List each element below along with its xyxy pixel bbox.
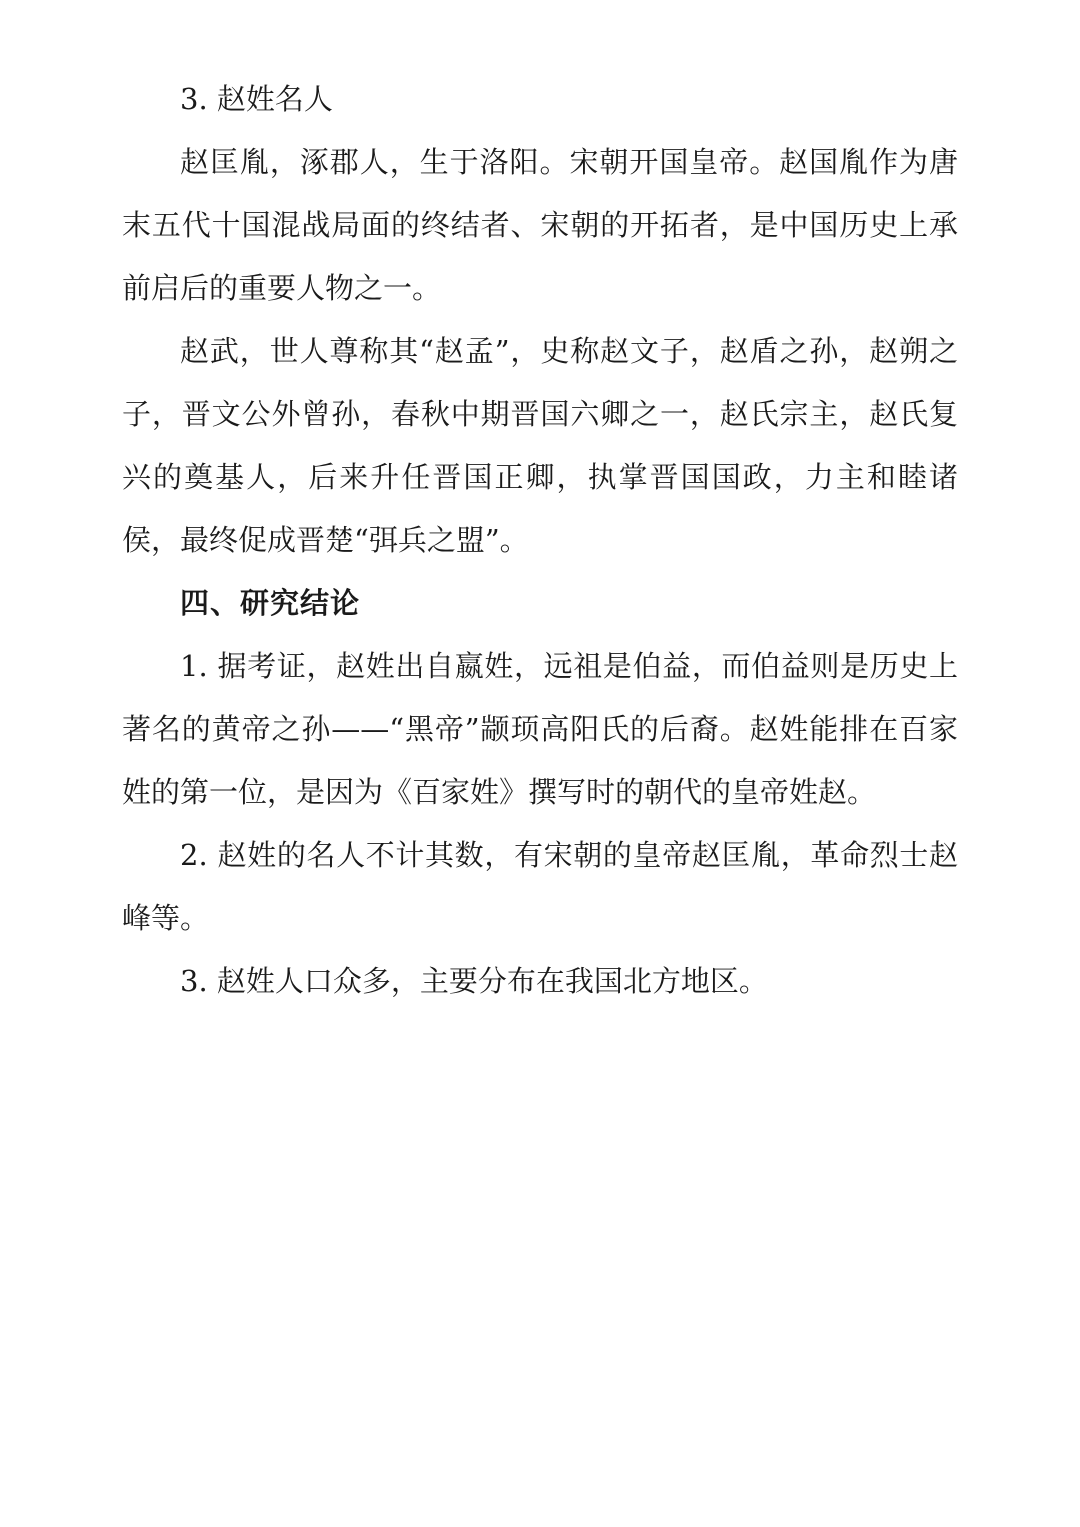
- paragraph-zhao-wu: 赵武，世人尊称其“赵孟”，史称赵文子，赵盾之孙，赵朔之子，晋文公外曾孙，春秋中期晋国六卿之一，赵氏宗主，赵氏复兴的奠基人，后来升任晋国正卿，执掌晋国国政，力主和睦诸侯，最终促成晋楚“弭兵之盟”。: [122, 334, 958, 557]
- section-3-title: 3. 赵姓名人: [180, 82, 333, 116]
- section-4-heading: 四、研究结论: [180, 586, 361, 620]
- conclusion-item-2: 2. 赵姓的名人不计其数，有宋朝的皇帝赵匡胤，革命烈士赵峰等。: [122, 838, 958, 935]
- conclusion-item-3: 3. 赵姓人口众多，主要分布在我国北方地区。: [180, 964, 768, 998]
- conclusion-item-1: 1. 据考证，赵姓出自嬴姓，远祖是伯益，而伯益则是历史上著名的黄帝之孙——“黑帝”颛顼高阳氏的后裔。赵姓能排在百家姓的第一位，是因为《百家姓》撰写时的朝代的皇帝姓赵。: [122, 649, 958, 809]
- paragraph-zhao-kuangyin: 赵匡胤，涿郡人，生于洛阳。宋朝开国皇帝。赵国胤作为唐末五代十国混战局面的终结者、宋朝的开拓者，是中国历史上承前启后的重要人物之一。: [122, 145, 958, 305]
- document-body: [122, 68, 958, 1013]
